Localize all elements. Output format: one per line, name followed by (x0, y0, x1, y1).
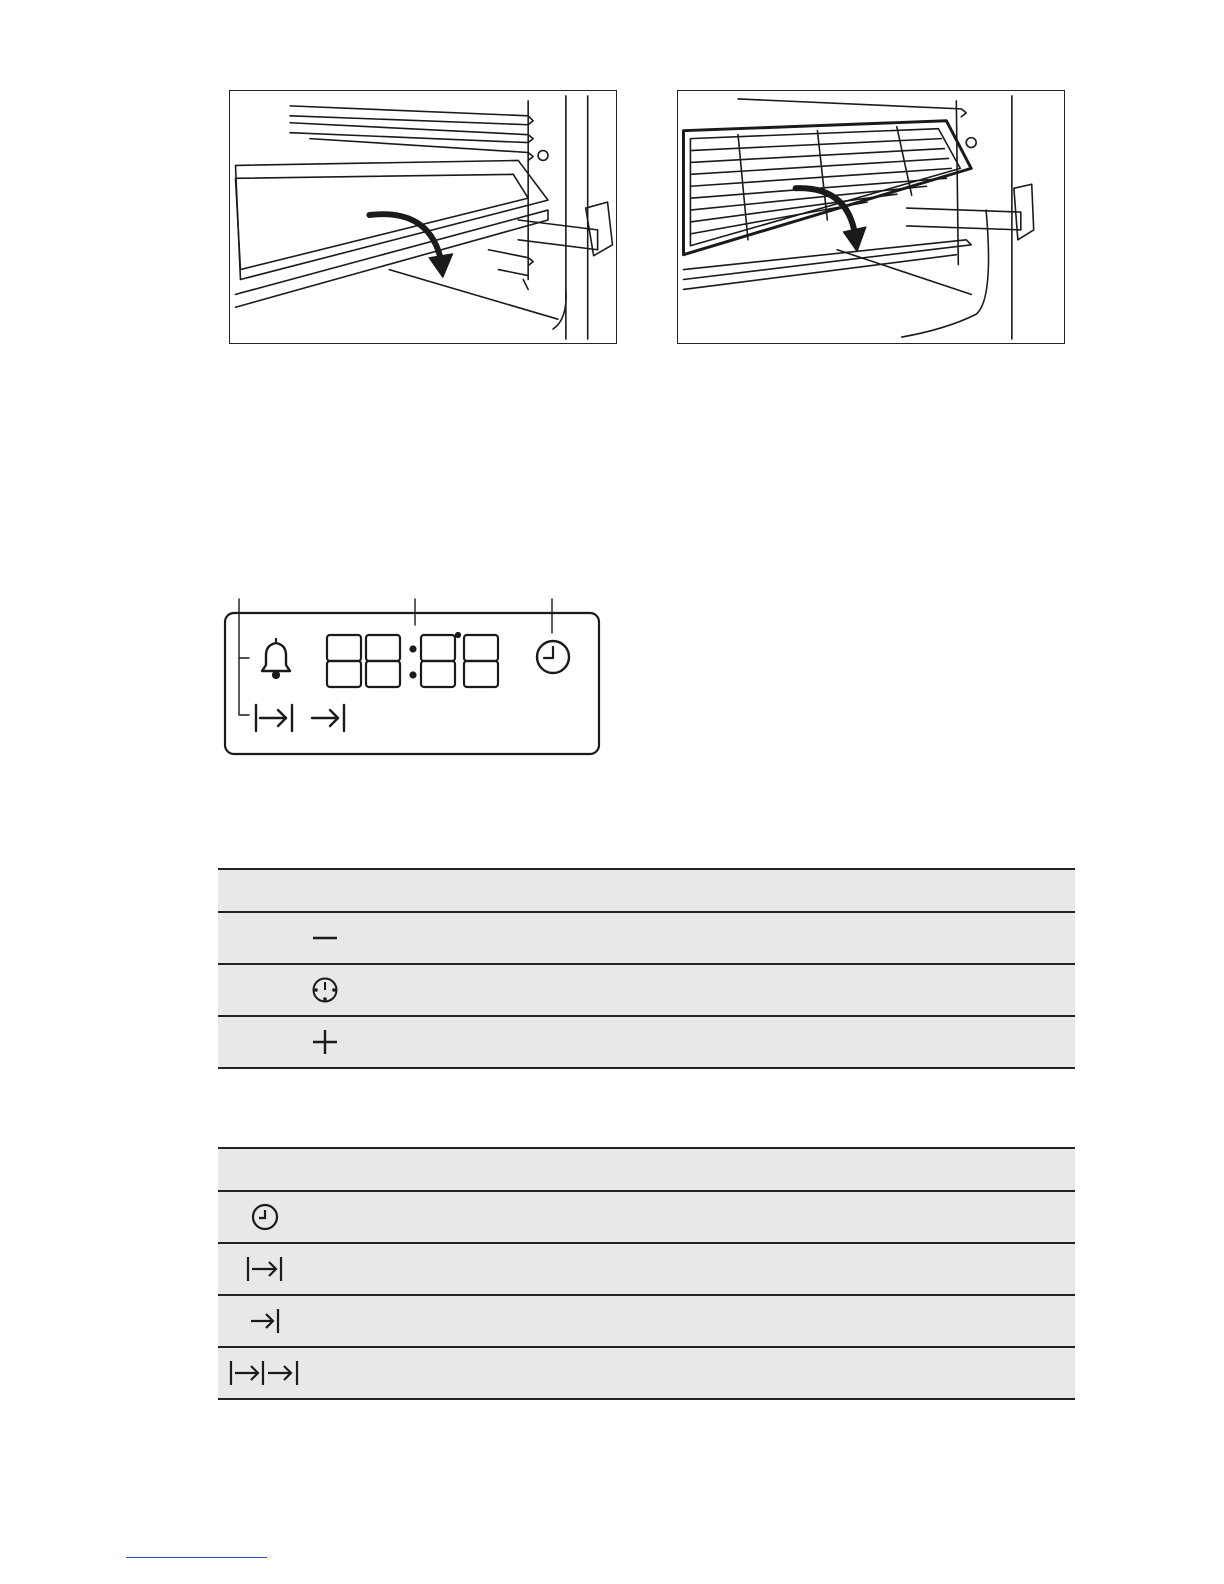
duration-icon (256, 705, 292, 731)
keys-table (218, 868, 1075, 1069)
wire-shelf-illustration (677, 90, 1065, 344)
end-time-icon (312, 705, 344, 731)
minus-icon (311, 924, 339, 952)
footer-link-rule (126, 1557, 267, 1558)
indicators-table (218, 1147, 1075, 1400)
table-row (218, 1348, 1075, 1400)
display-frame (225, 613, 599, 754)
table-header-row (218, 870, 1075, 913)
table-row (218, 965, 1075, 1017)
table-row (218, 1296, 1075, 1348)
table-header-row (218, 1149, 1075, 1192)
baking-tray-illustration (229, 90, 617, 344)
table-row (218, 913, 1075, 965)
plus-icon (311, 1028, 339, 1056)
bell-icon (262, 639, 290, 678)
table-row (218, 1017, 1075, 1069)
clock-icon (250, 1202, 280, 1232)
clock-icon (537, 641, 569, 673)
table-row (218, 1244, 1075, 1296)
end-time-icon (248, 1306, 282, 1336)
clock-icon (311, 976, 339, 1004)
display-diagram (220, 595, 605, 760)
table-row (218, 1192, 1075, 1244)
duration-icon (245, 1254, 285, 1284)
duration-end-icon (228, 1358, 302, 1388)
digits-display (327, 633, 498, 687)
callout-line-1 (239, 599, 249, 715)
